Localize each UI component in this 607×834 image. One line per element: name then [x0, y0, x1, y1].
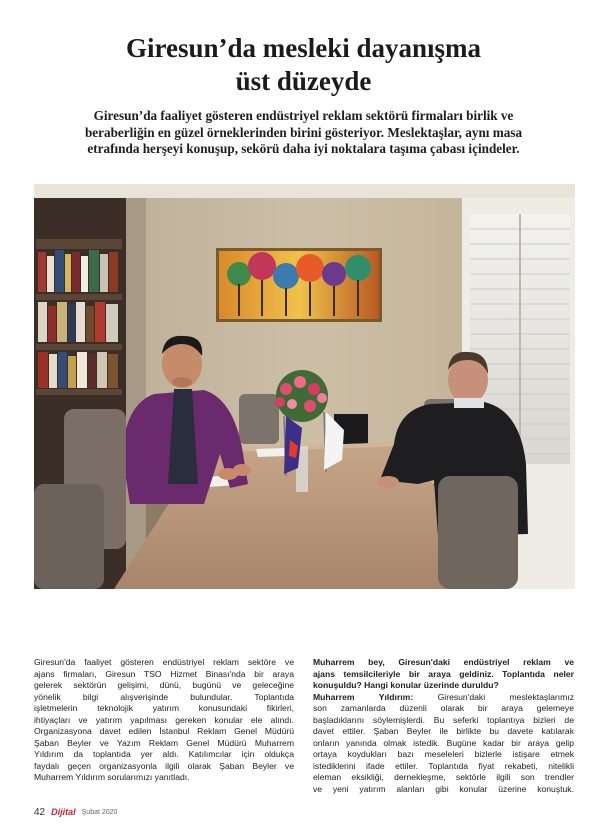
answer-line: eleman eksikliği, dernekleşme, sektörle ilgili son trendler — [313, 772, 574, 782]
body-line: Yıldırım da toplantıda yer aldı. Katılımcılar için oldukça — [34, 749, 294, 759]
body-line: yönelik bilgi alışverişinde bulundular. Toplantıda — [34, 691, 294, 702]
body-line: Giresun'da faaliyet gösteren endüstriyel reklam sektöre ve — [34, 657, 294, 667]
body-line: faydalı geçen organizasyonla ilgili olarak Şaban Beyler ve — [34, 760, 294, 771]
lead-line-1: Giresun’da faaliyet gösteren endüstriyel reklam sektörü firmaları birlik ve — [93, 108, 514, 123]
body-line: Muharrem Yıldırım sorularımızı yanıtladı. — [34, 772, 190, 782]
question-line: konuşuldu? Hangi konular üzerinde duruldu? — [313, 680, 499, 690]
meeting-photo — [34, 184, 575, 589]
article-lead — [44, 108, 563, 158]
body-line: Şaban Beyler ve Yazım Reklam Genel Müdürü Muharrem — [34, 737, 294, 748]
article-title — [40, 32, 567, 98]
magazine-brand-logo: Dijital — [51, 807, 76, 817]
answer-line: onların yanında olmak istedik. Bugüne kadar bir araya gelip — [313, 737, 574, 748]
answer-line: istediklerini ifade ettiler. Toplantıda fiyat rekabeti, nitelikli — [313, 760, 574, 771]
answer-line: davet ettiler. Şaban Beyler ile birlikte bu davete katılarak — [313, 726, 574, 736]
body-line: ajans firmaları, Giresun TSO Hizmet Binası'nda bir araya — [34, 668, 294, 679]
issue-date: Şubat 2020 — [81, 808, 118, 816]
answer-speaker: Muharrem Yıldırım: — [313, 691, 414, 702]
answer-first-line-text: Giresun'daki meslektaşlarımız — [437, 691, 574, 702]
body-line: Organizasyona davet edilen İstanbul Reklam Genel Müdürü — [34, 726, 294, 736]
lead-line-3: etrafında herşeyi konuşup, sekörü daha iyi noktalara taşıma çabası içindeler. — [87, 141, 520, 156]
answer-line: başladıklarını söylemişlerdi. Bu seferki toplantıya bizleri de — [313, 714, 574, 725]
page-number: 42 — [34, 806, 46, 818]
body-line: gelerek sektörün gelişimi, dünü, bugünü ve geleceğine — [34, 680, 294, 690]
body-line: işletmelerin teknolojik yatırım konusundaki fikirleri, — [34, 703, 294, 713]
meeting-photo-illustration — [34, 184, 575, 589]
question-line: ajans temsilcileriyle bir araya geldiniz. Toplantıda neler — [313, 668, 574, 679]
answer-line: ve yeni yatırım alanları gibi konular üzerine konuştuk. — [313, 783, 574, 794]
body-column-left — [34, 657, 294, 784]
body-line: ihtiyaçları ve yatırım yapılması gereken konular ele alındı. — [34, 714, 294, 725]
answer-line: ortaya koydukları bazı meseleleri bizlerle istişare etmek — [313, 749, 574, 759]
lead-line-2: beraberliğin en güzel örneklerinden birini gösteriyor. Meslektaşlar, aynı masa — [84, 124, 523, 140]
answer-line: son zamanlarda düzenli olarak bir araya gelemeye — [313, 703, 574, 713]
answer-first-line — [313, 692, 574, 704]
title-line-1: Giresun’da mesleki dayanışma — [125, 33, 482, 63]
question-line: Muharrem bey, Giresun'daki endüstriyel reklam ve — [313, 657, 574, 667]
body-column-right — [313, 657, 574, 795]
page-footer — [34, 806, 117, 818]
title-line-2: üst düzeyde — [235, 66, 372, 96]
